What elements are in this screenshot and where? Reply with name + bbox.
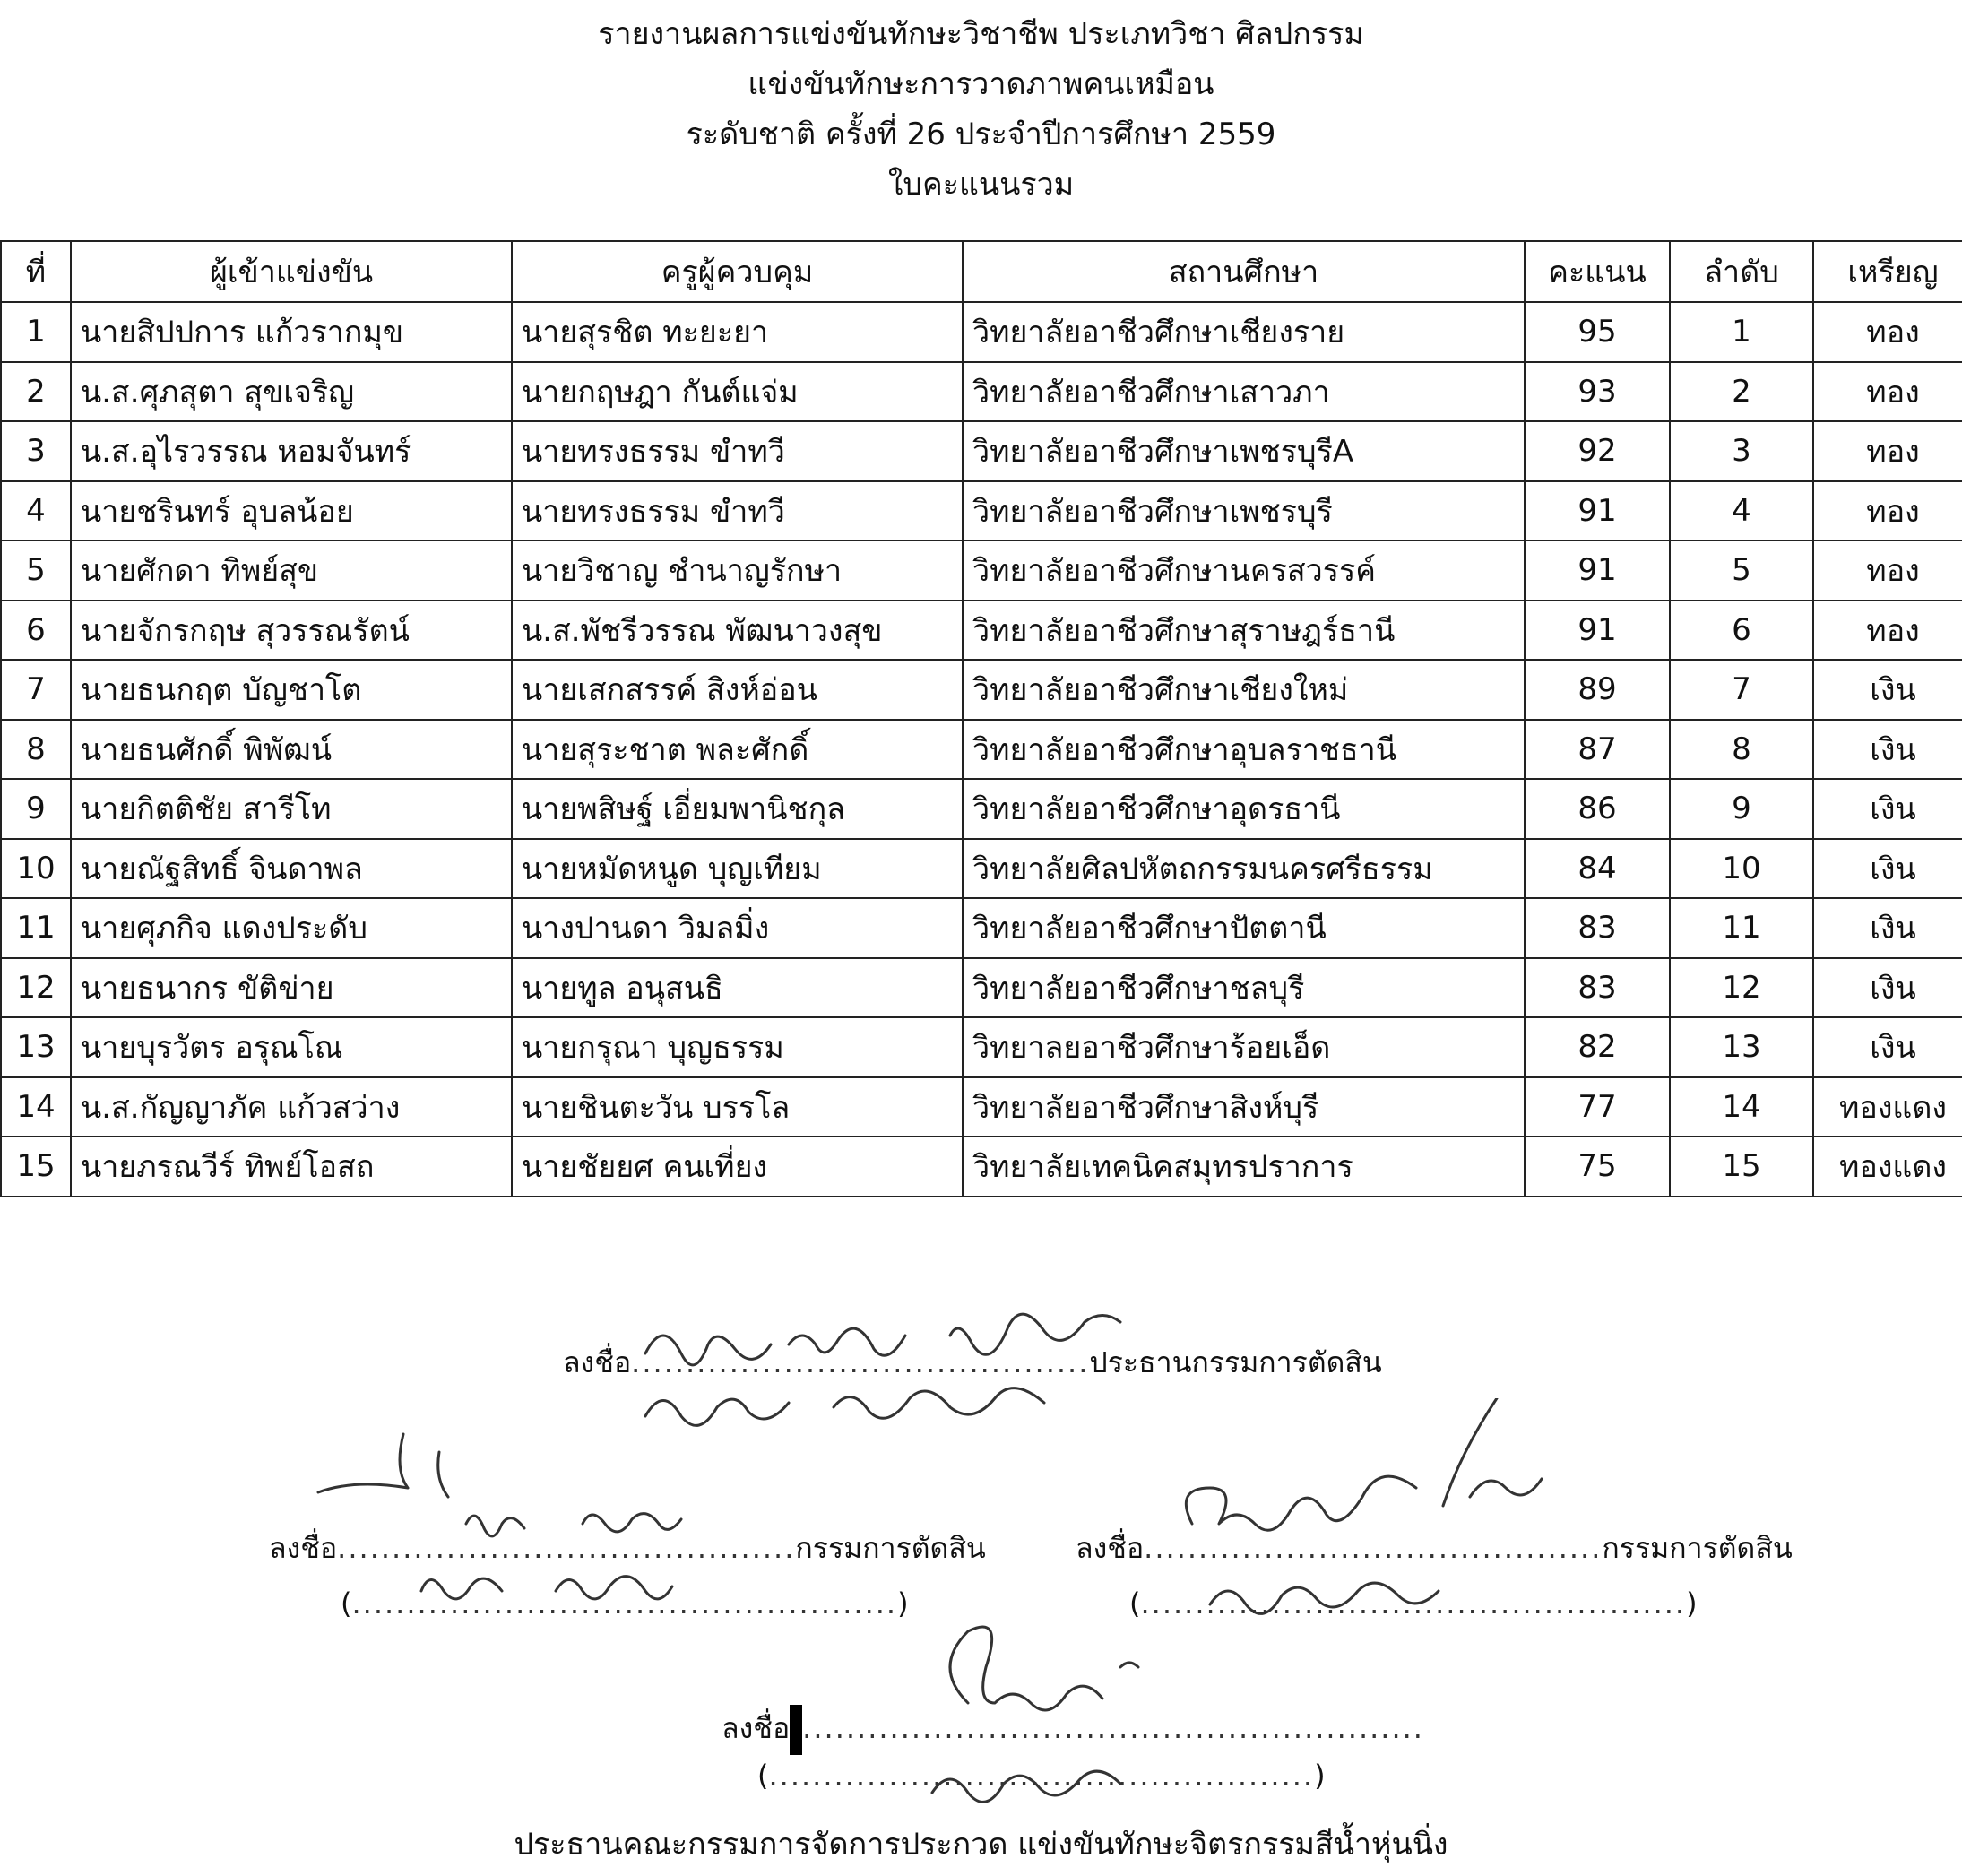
paren-close: ) [1686,1586,1698,1621]
cell-score: 91 [1525,481,1670,541]
header-line-3: ระดับชาติ ครั้งที่ 26 ประจำปีการศึกษา 2559 [686,117,1276,152]
cell-school: วิทยาลัยอาชีวศึกษาเสาวภา [963,362,1525,422]
cell-contestant: น.ส.กัญญาภัค แก้วสว่าง [71,1077,512,1137]
cell-teacher: นายพสิษฐ์ เอี่ยมพานิชกุล [512,779,963,839]
header-line-4: ใบคะแนนรวม [887,167,1075,203]
cell-school: วิทยาลัยอาชีวศึกษาอุบลราชธานี [963,720,1525,780]
table-header-row [1,241,1962,302]
cell-school: วิทยาลัยอาชีวศึกษาปัตตานี [963,898,1525,958]
table-row [1,540,1962,601]
cell-contestant: นายศุภกิจ แดงประดับ [71,898,512,958]
sign-prefix: ลงชื่อ [1076,1531,1145,1565]
cell-rank: 13 [1670,1017,1813,1077]
cell-school: วิทยาลัยอาชีวศึกษาชลบุรี [963,958,1525,1018]
cell-teacher: นายกรุณา บุญธรรม [512,1017,963,1077]
document-header [0,9,1962,210]
redaction-mark [790,1705,802,1755]
cell-teacher: นายหมัดหนูด บุญเทียม [512,839,963,899]
cell-medal: ทอง [1813,421,1962,481]
cell-medal: ทอง [1813,302,1962,362]
name-dots: ......................... [624,1586,898,1621]
judge-right-role: กรรมการตัดสิน [1602,1531,1793,1565]
cell-medal: ทอง [1813,601,1962,661]
cell-medal: เงิน [1813,1017,1962,1077]
cell-teacher: นายสุรชิต ทะยะยา [512,302,963,362]
cell-rank: 11 [1670,898,1813,958]
cell-no: 9 [1,779,71,839]
cell-school: วิทยาลัยอาชีวศึกษาสิงห์บุรี [963,1077,1525,1137]
col-header-rank: ลำดับ [1670,241,1813,302]
table-row [1,898,1962,958]
cell-school: วิทยาลัยอาชีวศึกษาเพชรบุรี [963,481,1525,541]
cell-teacher: นายชินตะวัน บรรโล [512,1077,963,1137]
score-table [0,240,1962,1197]
cell-contestant: นายณัฐสิทธิ์ จินดาพล [71,839,512,899]
judge-left-role: กรรมการตัดสิน [795,1531,986,1565]
col-header-school: สถานศึกษา [963,241,1525,302]
cell-rank: 1 [1670,302,1813,362]
cell-rank: 5 [1670,540,1813,601]
cell-teacher: นายกฤษฎา กันต์แจ่ม [512,362,963,422]
name-dots: ......................... [1413,1586,1687,1621]
cell-no: 5 [1,540,71,601]
cell-teacher: นายสุระชาต พละศักดิ์ [512,720,963,780]
cell-medal: เงิน [1813,958,1962,1018]
cell-teacher: นายทูล อนุสนธิ [512,958,963,1018]
cell-medal: เงิน [1813,779,1962,839]
cell-score: 84 [1525,839,1670,899]
cell-score: 82 [1525,1017,1670,1077]
organizer-handwritten-signature [914,1613,1219,1811]
table-row [1,958,1962,1018]
cell-no: 13 [1,1017,71,1077]
cell-no: 2 [1,362,71,422]
table-row [1,302,1962,362]
cell-medal: ทอง [1813,540,1962,601]
sign-prefix: ลงชื่อ [563,1345,632,1379]
cell-rank: 15 [1670,1137,1813,1197]
cell-school: วิทยาลัยอาชีวศึกษาสุราษฎร์ธานี [963,601,1525,661]
cell-rank: 8 [1670,720,1813,780]
header-line-2: แข่งขันทักษะการวาดภาพคนเหมือน [748,66,1214,102]
cell-score: 91 [1525,540,1670,601]
table-row [1,1077,1962,1137]
cell-school: วิทยาลัยเทคนิคสมุทรปราการ [963,1137,1525,1197]
paren-open: ( [341,1586,352,1621]
cell-teacher: นายทรงธรรม ขำทวี [512,421,963,481]
table-row [1,481,1962,541]
cell-teacher: นายวิชาญ ชำนาญรักษา [512,540,963,601]
cell-contestant: นายบุรวัตร อรุณโณ [71,1017,512,1077]
name-dots: ......................... [1140,1586,1413,1621]
organizer-role: ประธานคณะกรรมการจัดการประกวด แข่งขันทักษะจิตรกรรมสีน้ำหุ่นนิ่ง [514,1827,1448,1863]
cell-school: วิทยาลัยศิลปหัตถกรรมนครศรีธรรม [963,839,1525,899]
cell-no: 4 [1,481,71,541]
cell-score: 95 [1525,302,1670,362]
table-row [1,839,1962,899]
cell-score: 77 [1525,1077,1670,1137]
sign-prefix: ลงชื่อ [269,1531,338,1565]
cell-contestant: นายธนากร ขัติข่าย [71,958,512,1018]
paren-open: ( [1129,1586,1141,1621]
sign-prefix: ลงชื่อ [722,1711,791,1745]
col-header-medal: เหรียญ [1813,241,1962,302]
signature-dots: .......................................... [1144,1531,1603,1565]
judge-right-handwritten-signature [1156,1398,1622,1640]
cell-contestant: นายธนศักดิ์ พิพัฒน์ [71,720,512,780]
cell-school: วิทยาลยอาชีวศึกษาร้อยเอ็ด [963,1017,1525,1077]
cell-school: วิทยาลัยอาชีวศึกษาเชียงราย [963,302,1525,362]
cell-medal: ทอง [1813,362,1962,422]
cell-medal: เงิน [1813,898,1962,958]
cell-score: 93 [1525,362,1670,422]
col-header-no: ที่ [1,241,71,302]
chair-handwritten-signature [627,1282,1183,1434]
cell-score: 83 [1525,898,1670,958]
cell-rank: 12 [1670,958,1813,1018]
cell-no: 10 [1,839,71,899]
cell-medal: เงิน [1813,720,1962,780]
cell-contestant: นายธนกฤต บัญชาโต [71,660,512,720]
cell-score: 86 [1525,779,1670,839]
cell-teacher: นายชัยยศ คนเที่ยง [512,1137,963,1197]
cell-medal: ทองแดง [1813,1137,1962,1197]
cell-medal: เงิน [1813,660,1962,720]
cell-rank: 2 [1670,362,1813,422]
table-row [1,601,1962,661]
cell-no: 8 [1,720,71,780]
cell-teacher: นายทรงธรรม ขำทวี [512,481,963,541]
table-row [1,421,1962,481]
cell-contestant: นายภรณวีร์ ทิพย์โอสถ [71,1137,512,1197]
cell-score: 87 [1525,720,1670,780]
cell-contestant: นายสิปปการ แก้วรากมุข [71,302,512,362]
cell-contestant: น.ส.อุไรวรรณ หอมจันทร์ [71,421,512,481]
cell-rank: 3 [1670,421,1813,481]
cell-no: 11 [1,898,71,958]
table-row [1,779,1962,839]
signature-dots: ......................................................... [802,1711,1424,1745]
table-body [1,302,1962,1197]
cell-contestant: นายกิตติชัย สารีโท [71,779,512,839]
cell-teacher: น.ส.พัชรีวรรณ พัฒนาวงสุข [512,601,963,661]
cell-contestant: นายชรินทร์ อุบลน้อย [71,481,512,541]
paren-close: ) [1314,1759,1326,1793]
cell-no: 7 [1,660,71,720]
name-dots: ......................... [1041,1759,1315,1793]
cell-school: วิทยาลัยอาชีวศึกษาเชียงใหม่ [963,660,1525,720]
cell-score: 83 [1525,958,1670,1018]
cell-contestant: นายศักดา ทิพย์สุข [71,540,512,601]
cell-medal: ทอง [1813,481,1962,541]
signature-dots: .......................................... [337,1531,796,1565]
cell-rank: 7 [1670,660,1813,720]
table-row [1,1017,1962,1077]
cell-no: 15 [1,1137,71,1197]
name-dots: ......................... [768,1759,1042,1793]
cell-medal: ทองแดง [1813,1077,1962,1137]
cell-no: 3 [1,421,71,481]
cell-no: 12 [1,958,71,1018]
cell-rank: 10 [1670,839,1813,899]
paren-close: ) [897,1586,909,1621]
chair-role: ประธานกรรมการตัดสิน [1089,1345,1382,1379]
judge-left-handwritten-signature [287,1425,789,1631]
cell-score: 75 [1525,1137,1670,1197]
col-header-score: คะแนน [1525,241,1670,302]
cell-rank: 6 [1670,601,1813,661]
cell-teacher: นางปานดา วิมลมิ่ง [512,898,963,958]
cell-score: 89 [1525,660,1670,720]
signature-dots: .......................................... [631,1345,1090,1379]
cell-score: 92 [1525,421,1670,481]
header-line-1: รายงานผลการแข่งขันทักษะวิชาชีพ ประเภทวิชา ศิลปกรรม [598,16,1364,52]
cell-score: 91 [1525,601,1670,661]
col-header-contestant: ผู้เข้าแข่งขัน [71,241,512,302]
cell-no: 1 [1,302,71,362]
table-row [1,720,1962,780]
cell-school: วิทยาลัยอาชีวศึกษานครสวรรค์ [963,540,1525,601]
name-dots: ......................... [351,1586,625,1621]
cell-contestant: นายจักรกฤษ สุวรรณรัตน์ [71,601,512,661]
col-header-teacher: ครูผู้ควบคุม [512,241,963,302]
cell-school: วิทยาลัยอาชีวศึกษาเพชรบุรีA [963,421,1525,481]
cell-contestant: น.ส.ศุภสุตา สุขเจริญ [71,362,512,422]
paren-open: ( [757,1759,769,1793]
cell-rank: 4 [1670,481,1813,541]
table-row [1,362,1962,422]
table-row [1,1137,1962,1197]
cell-rank: 9 [1670,779,1813,839]
table-row [1,660,1962,720]
cell-medal: เงิน [1813,839,1962,899]
cell-no: 14 [1,1077,71,1137]
cell-no: 6 [1,601,71,661]
cell-rank: 14 [1670,1077,1813,1137]
cell-teacher: นายเสกสรรค์ สิงห์อ่อน [512,660,963,720]
cell-school: วิทยาลัยอาชีวศึกษาอุดรธานี [963,779,1525,839]
